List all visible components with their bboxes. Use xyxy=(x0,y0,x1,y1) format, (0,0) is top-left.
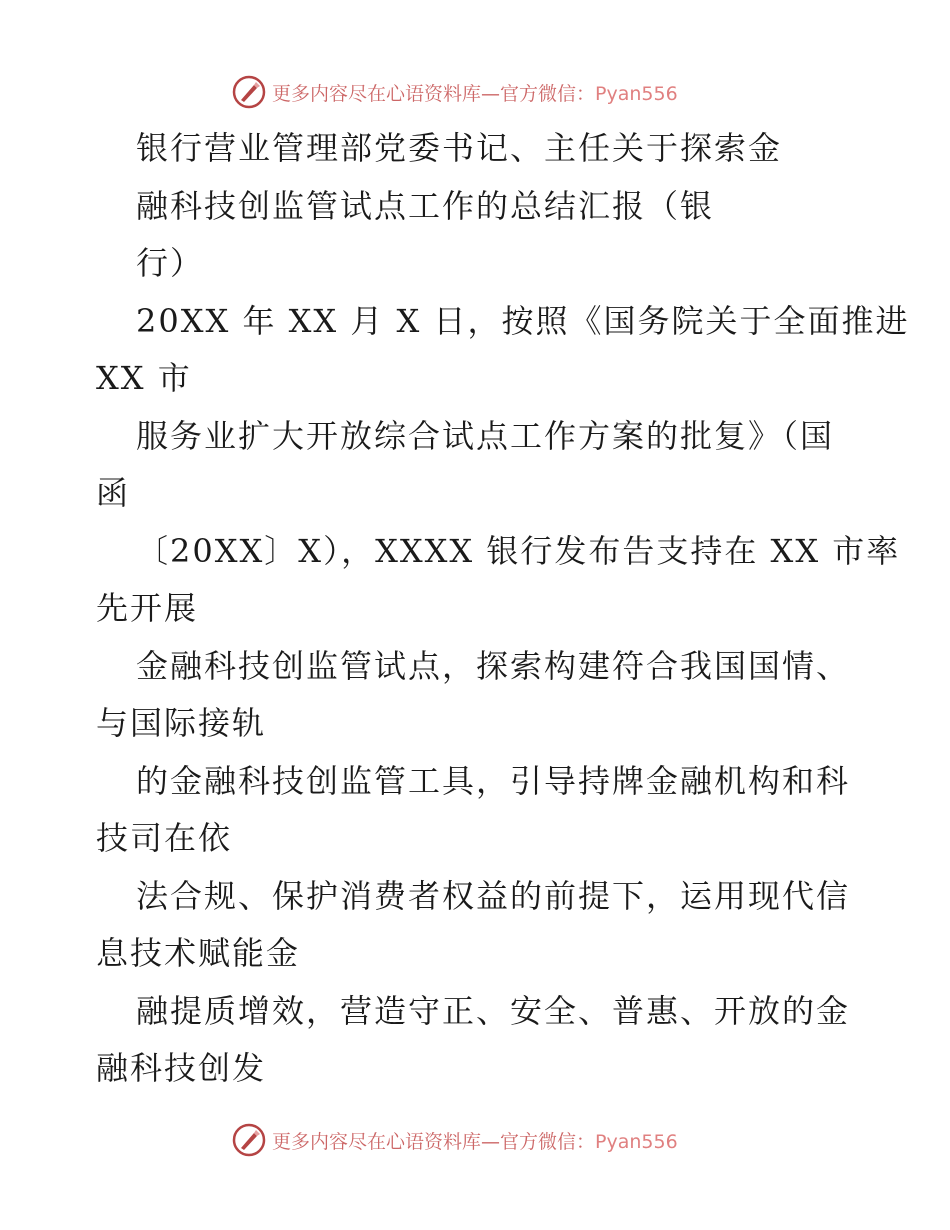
document-line: 〔20XX〕X），XXXX 银行发布告支持在 XX 市率 xyxy=(136,531,901,570)
document-line: 20XX 年 XX 月 X 日，按照《国务院关于全面推进 xyxy=(136,301,910,340)
document-line: 金融科技创监管试点，探索构建符合我国国情、 xyxy=(136,646,851,685)
watermark-label: 更多内容尽在心语资料库—官方微信： xyxy=(272,1130,596,1153)
header-watermark xyxy=(232,72,678,112)
watermark-wechat-id: Pyan556 xyxy=(595,82,678,105)
document-line: 融科技创监管试点工作的总结汇报（银 xyxy=(136,186,715,225)
document-line: 息技术赋能金 xyxy=(96,934,301,972)
document-line: XX 市 xyxy=(96,359,192,397)
document-line: 银行营业管理部党委书记、主任关于探索金 xyxy=(136,129,783,167)
document-line: 行） xyxy=(136,244,205,282)
document-line: 融科技创发 xyxy=(96,1049,267,1087)
pen-circle-logo-icon xyxy=(232,1123,266,1157)
document-line: 服务业扩大开放综合试点工作方案的批复》（国 xyxy=(136,416,835,455)
footer-watermark xyxy=(232,1120,678,1160)
document-line: 与国际接轨 xyxy=(96,704,267,742)
watermark-label: 更多内容尽在心语资料库—官方微信： xyxy=(272,82,596,105)
watermark-wechat-id: Pyan556 xyxy=(595,1130,678,1153)
document-line: 技司在依 xyxy=(96,819,233,857)
document-line: 融提质增效，营造守正、安全、普惠、开放的金 xyxy=(136,991,851,1030)
document-line: 的金融科技创监管工具，引导持牌金融机构和科 xyxy=(136,761,851,800)
document-line: 先开展 xyxy=(96,589,199,627)
watermark-text xyxy=(272,1127,678,1154)
document-line: 函 xyxy=(96,474,131,512)
document-line: 法合规、保护消费者权益的前提下，运用现代信 xyxy=(136,876,851,915)
pen-circle-logo-icon xyxy=(232,75,266,109)
document-body xyxy=(96,120,910,1098)
watermark-text xyxy=(272,79,678,106)
